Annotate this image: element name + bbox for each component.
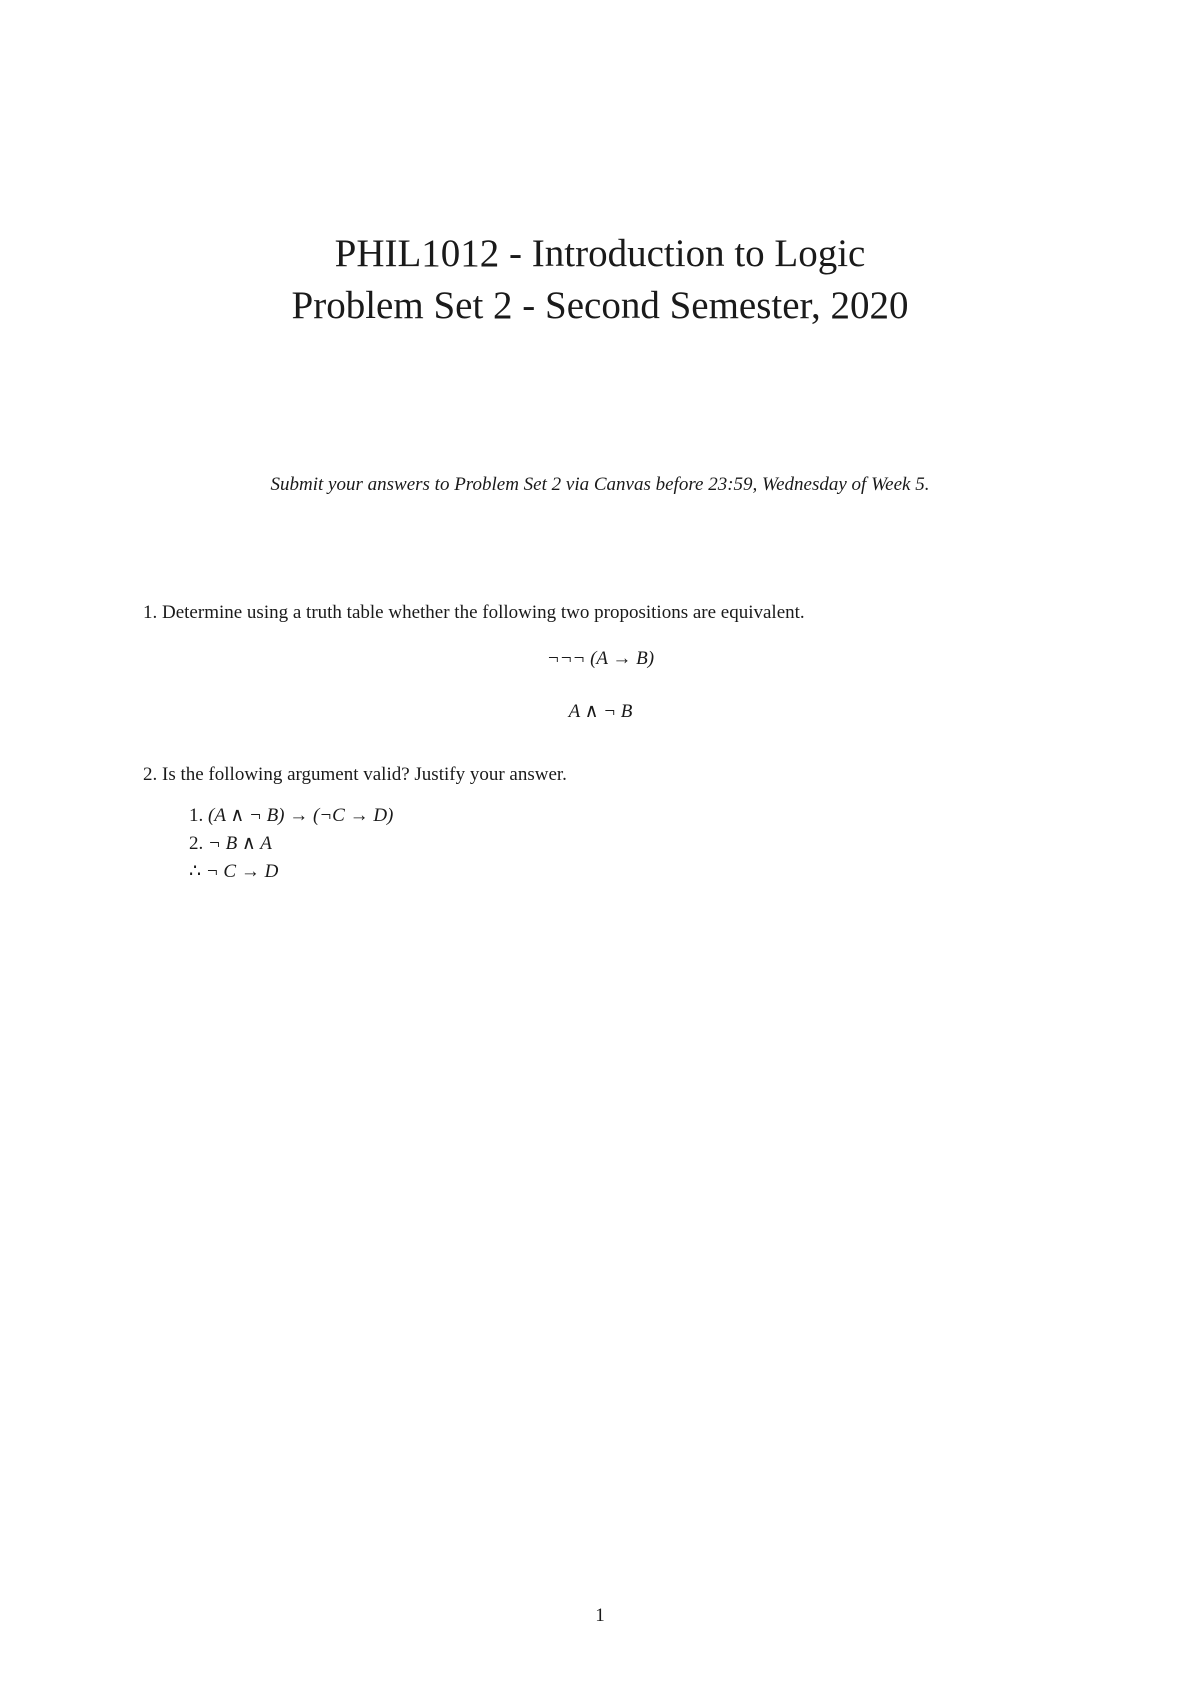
premise-1-number: 1. — [189, 805, 204, 826]
conclusion-formula: ¬ C → D — [205, 861, 279, 882]
document-title — [0, 228, 1200, 332]
title-line-problem-set: Problem Set 2 - Second Semester, 2020 — [291, 284, 909, 327]
problem-1 — [143, 598, 1063, 727]
argument-conclusion — [189, 858, 1063, 886]
premise-2-formula: ¬ B ∧ A — [208, 833, 272, 854]
argument-premise-2 — [189, 830, 1063, 858]
premise-1-formula: (A ∧ ¬ B) → (¬C → D) — [208, 805, 394, 826]
submission-instructions: Submit your answers to Problem Set 2 via Canvas before 23:59, Wednesday of Week 5. — [270, 474, 930, 495]
problem-1-heading: 1. Determine using a truth table whether the following two propositions are equivalent. — [143, 602, 805, 623]
title-line-course: PHIL1012 - Introduction to Logic — [334, 232, 866, 275]
problem-1-formula-2: A ∧ ¬ B — [568, 701, 633, 722]
argument-list — [189, 802, 1063, 886]
therefore-symbol: ∴ — [189, 861, 202, 882]
page-number: 1 — [595, 1605, 605, 1626]
problem-2-heading: 2. Is the following argument valid? Justify your answer. — [143, 764, 567, 785]
argument-premise-1 — [189, 802, 1063, 830]
premise-2-number: 2. — [189, 833, 204, 854]
problem-2 — [143, 760, 1063, 886]
problem-1-formula-1: ¬¬¬ (A → B) — [546, 648, 655, 669]
